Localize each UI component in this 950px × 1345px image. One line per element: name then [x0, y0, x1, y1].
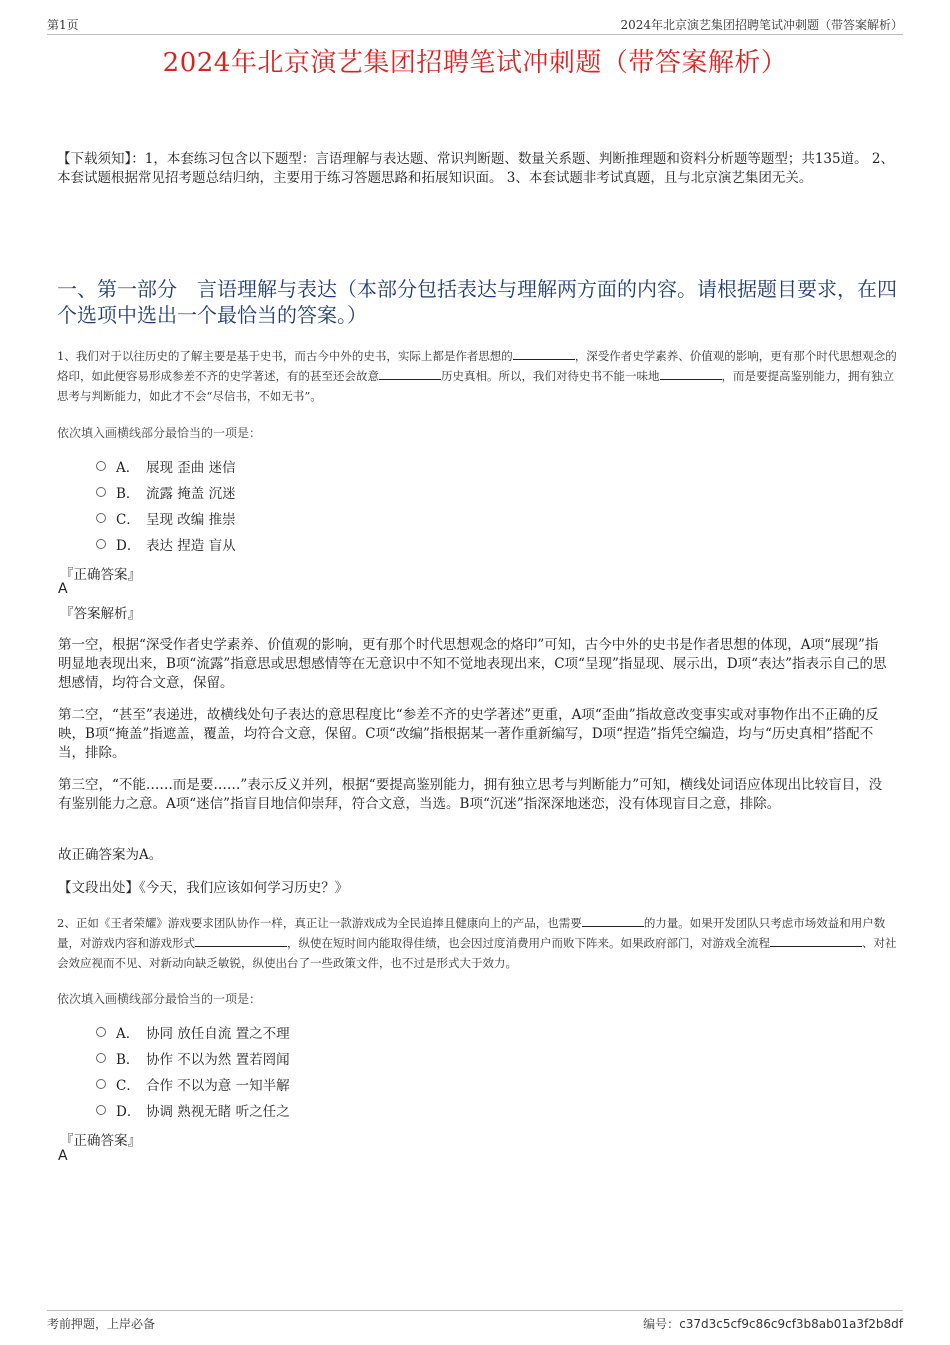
- q1-option-c[interactable]: C． 呈现 改编 推崇: [96, 508, 236, 528]
- q2-option-c[interactable]: C． 合作 不以为意 一知半解: [96, 1074, 290, 1094]
- q1-analysis-paragraph: 第三空，“不能……而是要……”表示反义并列，根据“要提高鉴别能力，拥有独立思考与判断能力”可知，横线处词语应体现出比较盲目，没有鉴别能力之意。A项“迷信”指盲目地信仰崇拜，符合文意，当选。B项“沉迷”指深深地迷恋，没有体现盲目之意，排除。: [58, 777, 883, 812]
- q2-answer-label: 『正确答案』: [60, 1133, 141, 1149]
- q1-conclusion: 故正确答案为A。: [58, 847, 163, 863]
- q1-text-part: ，而是要提高鉴别能力，拥有独立思考与判断能力，如此才不会“尽信书，不如无书”。: [57, 369, 894, 403]
- radio-icon[interactable]: [96, 513, 106, 523]
- q2-option-d[interactable]: D． 协调 熟视无睹 听之任之: [96, 1100, 290, 1120]
- q1-analysis-paragraph: 第二空，“甚至”表递进，故横线处句子表达的意思程度比“参差不齐的史学著述”更重，A项“歪曲”指故意改变事实或对事物作出不正确的反映，B项“掩盖”指遮盖，覆盖，均符合文意，保留。C项“改编”指根据某一著作重新编写，D项“捏造”指凭空编造，均与“历史真相”搭配不当，排除。: [58, 707, 879, 761]
- download-notice: 【下载须知】：1，本套练习包含以下题型：言语理解与表达题、常识判断题、数量关系题、判断推理题和资料分析题等题型；共135道。 2、本套试题根据常见招考题总结归纳，主要用于练习答题思路和拓展知识面。 3、本套试题非考试真题，且与北京演艺集团无关。: [57, 151, 894, 186]
- q2-text-part: 2、正如《王者荣耀》游戏要求团队协作一样，真正让一款游戏成为全民追捧且健康向上的产品，也需要: [57, 916, 582, 930]
- page-footer: [47, 1310, 903, 1331]
- section-title: 一、第一部分 言语理解与表达（本部分包括表达与理解两方面的内容。请根据题目要求，在四个选项中选出一个最恰当的答案。）: [57, 277, 897, 327]
- radio-icon[interactable]: [96, 1053, 106, 1063]
- q2-text-part: ，纵使在短时间内能取得佳绩，也会因过度消费用户而败下阵来。如果政府部门，对游戏全流程: [287, 936, 770, 950]
- q1-text-part: 历史真相。所以，我们对待史书不能一味地: [441, 369, 660, 383]
- q1-text-part: 1、我们对于以往历史的了解主要是基于史书，而古今中外的史书，实际上都是作者思想的: [57, 349, 513, 363]
- q1-option-b[interactable]: B． 流露 掩盖 沉迷: [96, 482, 236, 502]
- radio-icon[interactable]: [96, 1105, 106, 1115]
- q2-option-a[interactable]: A． 协同 放任自流 置之不理: [96, 1022, 290, 1042]
- radio-icon[interactable]: [96, 1079, 106, 1089]
- q2-text-part: 、对社会效应视而不见、对新动向缺乏敏锐，纵使出台了一些政策文件，也不过是形式大于效力。: [57, 936, 897, 970]
- q2-option-b[interactable]: B． 协作 不以为然 置若罔闻: [96, 1048, 290, 1068]
- page-header: [47, 14, 903, 35]
- blank-line: [770, 934, 862, 947]
- footer-code: 编号：c37d3c5cf9c86c9cf3b8ab01a3f2b8df: [643, 1317, 903, 1331]
- q2-text-part: 的力量。如果开发团队只考虑市场效益和用户数量，对游戏内容和游戏形式: [57, 916, 886, 950]
- footer-slogan: 考前押题，上岸必备: [47, 1317, 156, 1331]
- q2-answer: A: [58, 1148, 68, 1164]
- q1-analysis-paragraph: 第一空，根据“深受作者史学素养、价值观的影响，更有那个时代思想观念的烙印”可知，古今中外的史书是作者思想的体现，A项“展现”指明显地表现出来，B项“流露”指意思或思想感情等在无意识中不知不觉地表现出来，C项“呈现”指显现、展示出，D项“表达”指表示自己的思想感情，均符合文意，保留。: [58, 637, 887, 691]
- q1-answer-label: 『正确答案』: [60, 567, 141, 583]
- header-doc-title: 2024年北京演艺集团招聘笔试冲刺题（带答案解析）: [620, 18, 903, 32]
- blank-line: [660, 367, 722, 380]
- radio-icon[interactable]: [96, 461, 106, 471]
- question-2-prompt: 依次填入画横线部分最恰当的一项是：: [57, 992, 262, 1006]
- q1-option-d[interactable]: D． 表达 捏造 盲从: [96, 534, 236, 554]
- blank-line: [379, 367, 441, 380]
- radio-icon[interactable]: [96, 1027, 106, 1037]
- q1-answer: A: [58, 581, 68, 597]
- q1-text-part: ，深受作者史学素养、价值观的影响，更有那个时代思想观念的烙印，如此便容易形成参差不齐的史学著述，有的甚至还会故意: [57, 349, 897, 383]
- blank-line: [513, 347, 575, 360]
- document-title: 2024年北京演艺集团招聘笔试冲刺题（带答案解析）: [162, 48, 788, 78]
- question-2-text: [57, 913, 897, 973]
- radio-icon[interactable]: [96, 539, 106, 549]
- question-1-prompt: 依次填入画横线部分最恰当的一项是：: [57, 426, 262, 440]
- blank-line: [582, 914, 644, 927]
- q1-analysis-label: 『答案解析』: [60, 606, 141, 622]
- page-number: 第1页: [47, 18, 79, 32]
- blank-line: [195, 934, 287, 947]
- radio-icon[interactable]: [96, 487, 106, 497]
- question-1-text: [57, 346, 897, 406]
- q1-option-a[interactable]: A． 展现 歪曲 迷信: [96, 456, 236, 476]
- q1-source: 【文段出处】《今天，我们应该如何学习历史？》: [58, 880, 349, 896]
